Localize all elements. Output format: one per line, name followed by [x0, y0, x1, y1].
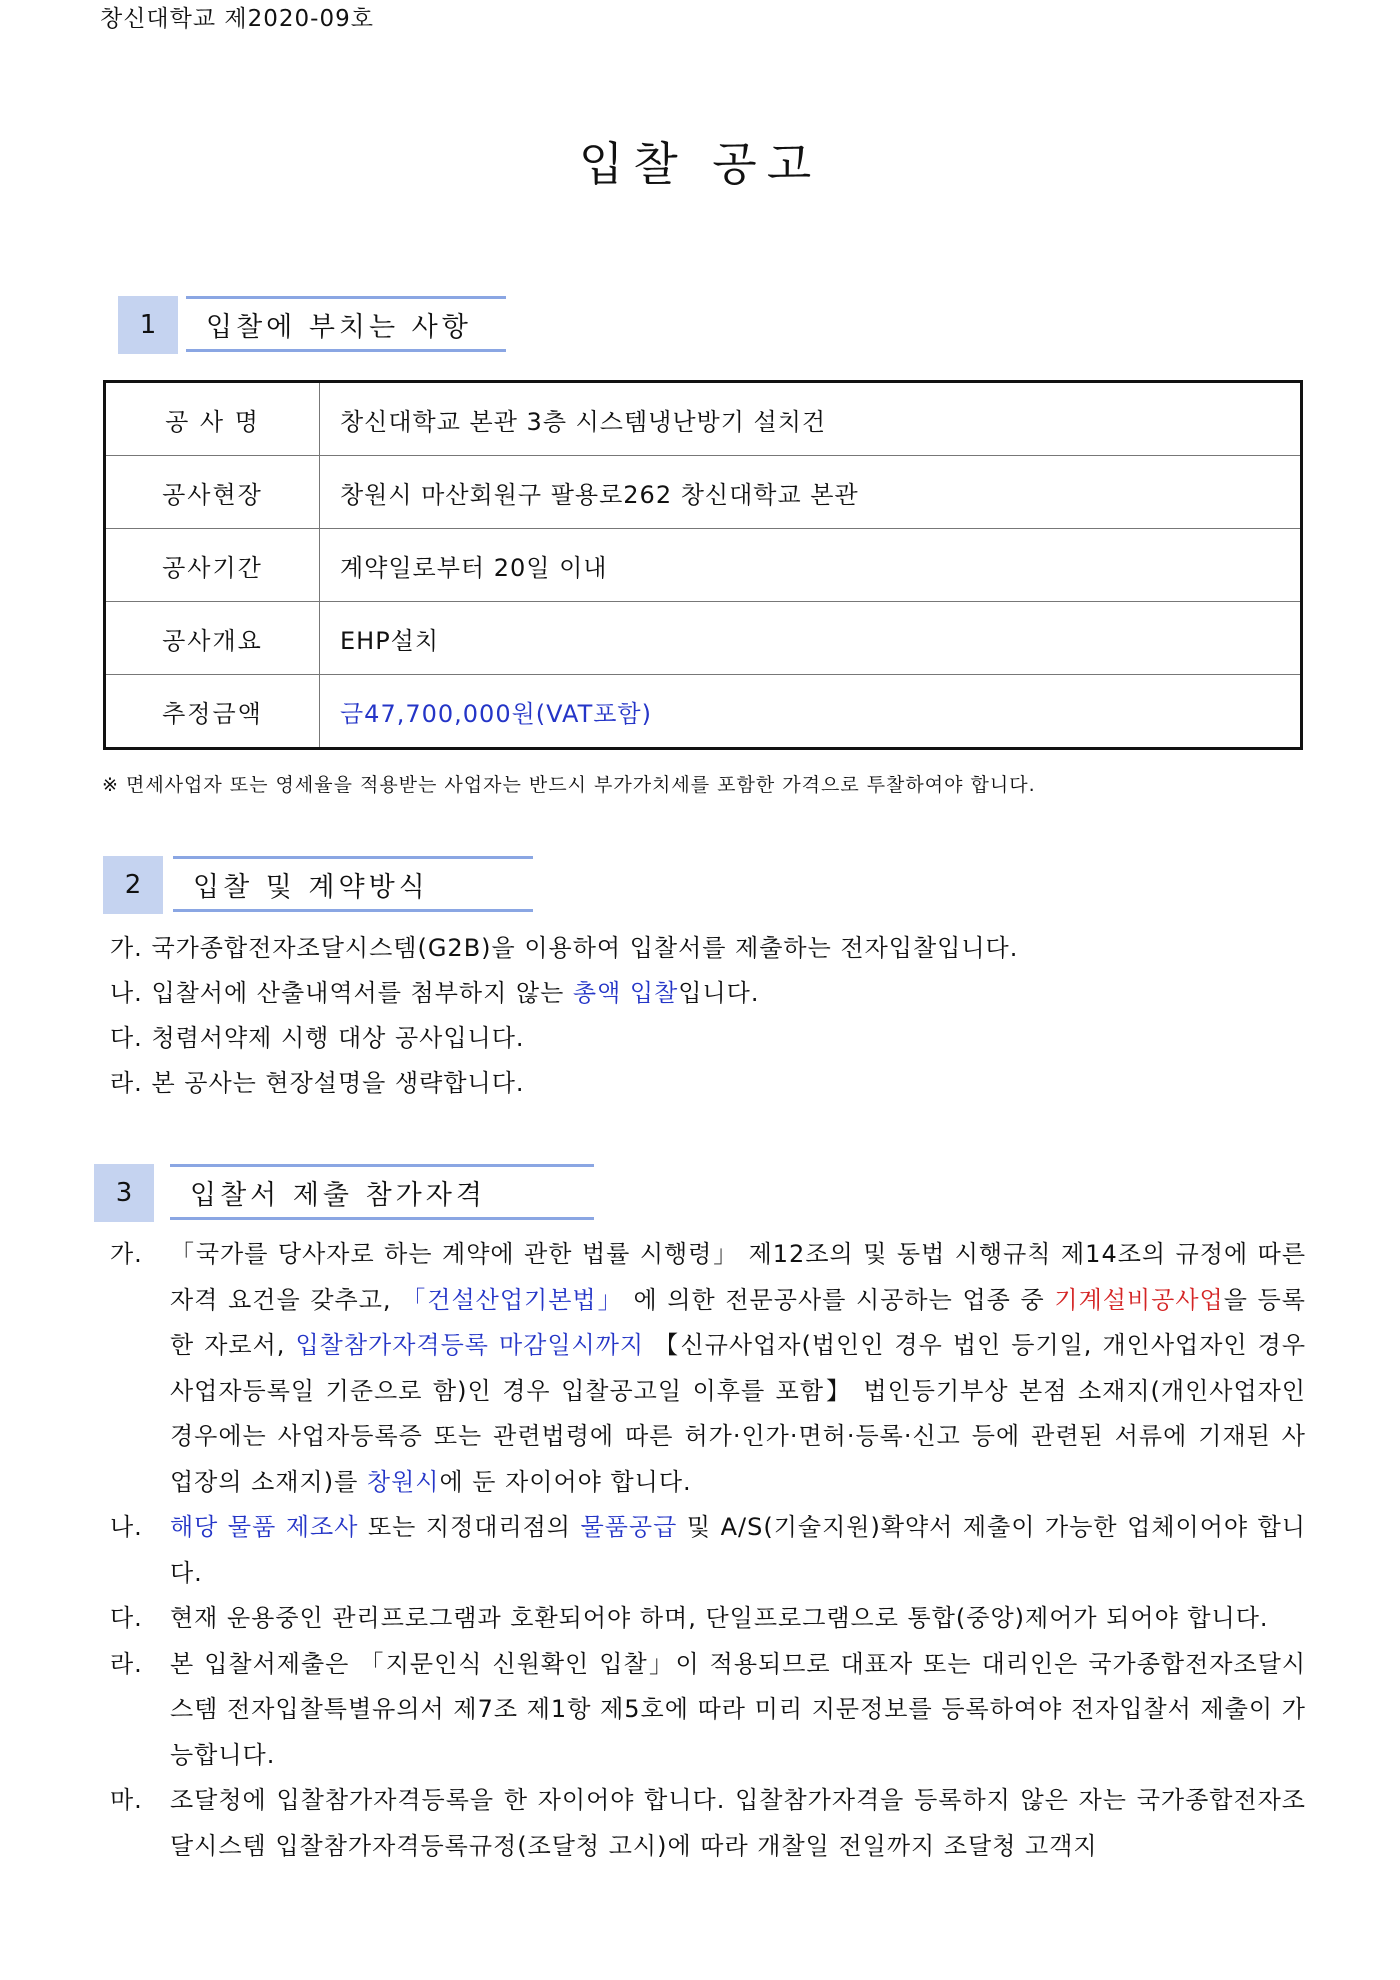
highlight-text: 해당 물품 제조사: [170, 1513, 359, 1541]
text-run: 을 등록한 자로서,: [170, 1285, 1306, 1359]
list-item: [110, 1232, 1306, 1505]
item-marker: 마.: [110, 1786, 143, 1814]
list-item: [110, 1642, 1306, 1779]
row-label: 공사개요: [105, 602, 320, 675]
section-2-header: [103, 856, 533, 920]
item-text: [170, 1232, 1306, 1505]
row-label: 추정금액: [105, 675, 320, 749]
text-run: 에 의한 전문공사를 시공하는 업종 중: [623, 1285, 1055, 1314]
row-label: 공 사 명: [105, 382, 320, 456]
item-marker: 나.: [110, 1513, 143, 1541]
item-text: 현재 운용중인 관리프로그램과 호환되어야 하며, 단일프로그램으로 통합(중앙)제어가 되어야 합니다.: [170, 1604, 1269, 1632]
text-run: 에 둔 자이어야 합니다.: [439, 1467, 692, 1496]
bid-info-table: [103, 380, 1303, 750]
row-value: 창신대학교 본관 3층 시스템냉난방기 설치건: [340, 407, 827, 436]
row-value: 계약일로부터 20일 이내: [320, 529, 1302, 602]
item-text: 나. 입찰서에 산출내역서를 첨부하지 않는: [110, 979, 573, 1007]
section-number: 3: [94, 1164, 154, 1222]
highlight-text: 총액 입찰: [572, 979, 679, 1007]
text-run: 【신규사업자(법인인 경우 법인 등기일, 개인사업자인 경우 사업자등록일 기준으로 함)인 경우 입찰공고일 이후를 포함】 법인등기부상 본점 소재지(개인사업자인 경우에는 사업자등록증 또는 관련법령에 따른 허가·인가·면허·등록·신고 등에 관련된 서류에 기재된 사업장의 소재지)를: [170, 1331, 1306, 1496]
item-marker: 라.: [110, 1649, 143, 1678]
bid-method-list: [110, 926, 1306, 1106]
highlight-text: 입찰참가자격등록 마감일시까지: [295, 1331, 645, 1359]
section-1-header: [118, 296, 508, 360]
table-row: [105, 602, 1302, 675]
section-title: 입찰 및 계약방식: [173, 856, 533, 912]
item-text: [170, 1505, 1306, 1596]
section-number: 1: [118, 296, 178, 354]
item-text: 입니다.: [678, 979, 760, 1007]
highlight-text: 「건설산업기본법」: [401, 1285, 624, 1314]
highlight-text: 물품공급: [580, 1513, 678, 1541]
highlight-text: 기계설비공사업: [1054, 1285, 1224, 1314]
table-row: [105, 456, 1302, 529]
page-title: 입찰 공고: [578, 137, 822, 191]
tax-note: ※ 면세사업자 또는 영세율을 적용받는 사업자는 반드시 부가가치세를 포함한 가격으로 투찰하여야 합니다.: [102, 774, 1036, 796]
text-run: 및 A/S(기술지원)확약서 제출이 가능한 업체이어야 합니다.: [170, 1513, 1306, 1587]
section-title: 입찰서 제출 참가자격: [170, 1164, 594, 1220]
list-item: [110, 1505, 1306, 1596]
qualification-list: [110, 1232, 1306, 1869]
item-text: 조달청에 입찰참가자격등록을 한 자이어야 합니다. 입찰참가자격을 등록하지 않은 자는 국가종합전자조달시스템 입찰참가자격등록규정(조달청 고시)에 따라 개찰일 전일까지 조달청 고객지: [170, 1786, 1306, 1860]
list-item: [110, 971, 1306, 1016]
item-marker: 다.: [110, 1604, 143, 1632]
item-text: 본 입찰서제출은 「지문인식 신원확인 입찰」이 적용되므로 대표자 또는 대리인은 국가종합전자조달시스템 전자입찰특별유의서 제7조 제1항 제5호에 따라 미리 지문정보를 등록하여야 전자입찰서 제출이 가능합니다.: [170, 1649, 1306, 1769]
row-value: 창원시 마산회원구 팔용로262 창신대학교 본관: [320, 456, 1302, 529]
item-marker: 가.: [110, 1240, 143, 1268]
section-number: 2: [103, 856, 163, 914]
row-value: EHP설치: [320, 602, 1302, 675]
estimated-amount: 금47,700,000원(VAT포함): [320, 675, 1302, 749]
row-label: 공사현장: [105, 456, 320, 529]
section-title: 입찰에 부치는 사항: [186, 296, 506, 352]
row-label: 공사기간: [105, 529, 320, 602]
text-run: 「국가를 당사자로 하는 계약에 관한 법률 시행령」 제12조의 및 동법 시행규칙 제14조의 규정에 따른 자격 요건을 갖추고,: [170, 1240, 1306, 1314]
list-item: 다. 청렴서약제 시행 대상 공사입니다.: [110, 1024, 525, 1052]
list-item: [110, 1596, 1306, 1642]
list-item: 가. 국가종합전자조달시스템(G2B)을 이용하여 입찰서를 제출하는 전자입찰입니다.: [110, 934, 1019, 962]
document-number: 창신대학교 제2020-09호: [100, 6, 374, 32]
table-row: [105, 675, 1302, 749]
table-row: [105, 529, 1302, 602]
section-3-header: [94, 1164, 604, 1228]
table-row: [105, 382, 1302, 456]
list-item: 라. 본 공사는 현장설명을 생략합니다.: [110, 1069, 525, 1097]
text-run: 또는 지정대리점의: [358, 1513, 581, 1541]
highlight-text: 창원시: [366, 1467, 440, 1496]
list-item: [110, 1778, 1306, 1869]
